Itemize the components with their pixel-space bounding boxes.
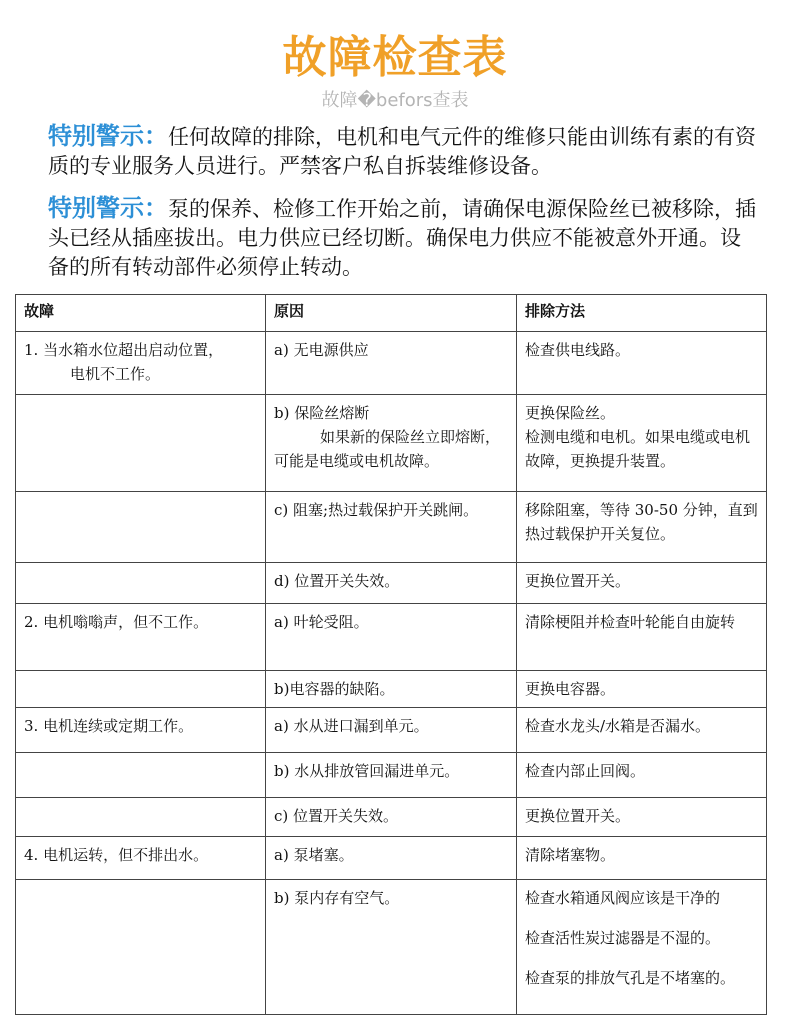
table-row [16,332,767,395]
header-cause: 原因 [266,295,517,332]
fault-cell-empty [16,671,266,708]
fault-text: 1. 当水箱水位超出启动位置， [24,341,224,359]
cause-cell: a) 泵堵塞。 [266,837,517,880]
fault-cell: 4. 电机运转，但不排出水。 [16,837,266,880]
cause-cell: b) 水从排放管回漏进单元。 [266,753,517,798]
solution-cell: 检查供电线路。 [517,332,767,395]
solution-cell: 清除梗阻并检查叶轮能自由旋转 [517,604,767,671]
fault-cell-empty [16,753,266,798]
solution-text: 检查活性炭过滤器是不湿的。 [525,929,721,947]
solution-cell: 更换电容器。 [517,671,767,708]
fault-cell-empty [16,563,266,604]
fault-text: 电机不工作。 [70,365,161,383]
solution-text: 检查水箱通风阀应该是干净的 [525,889,721,907]
cause-cell: a) 水从进口漏到单元。 [266,708,517,753]
table-row [16,880,767,1015]
solution-text: 更换保险丝。 [525,404,616,422]
table-row [16,798,767,837]
fault-cell: 2. 电机嗡嗡声，但不工作。 [16,604,266,671]
table-row [16,837,767,880]
warning-text: 任何故障的排除，电机和电气元件的维修只能由训练有素的有资质的专业服务人员进行。严禁客户私自拆装维修设备。 [48,125,756,178]
solution-cell: 更换位置开关。 [517,798,767,837]
solution-cell: 检查内部止回阀。 [517,753,767,798]
solution-text: 检查泵的排放气孔是不堵塞的。 [525,969,736,987]
table-header-row [16,295,767,332]
cause-cell: c) 位置开关失效。 [266,798,517,837]
fault-cell [16,332,266,395]
fault-cell: 3. 电机连续或定期工作。 [16,708,266,753]
solution-cell: 移除阻塞，等待 30-50 分钟，直到热过载保护开关复位。 [517,492,767,563]
page-subtitle: 故障�befors查表 [321,90,469,111]
header-fault: 故障 [16,295,266,332]
cause-cell [266,395,517,492]
fault-cell-empty [16,395,266,492]
fault-table [15,294,767,1015]
table-row [16,395,767,492]
solution-cell: 更换位置开关。 [517,563,767,604]
warning-block-2 [48,194,758,282]
table-row [16,563,767,604]
cause-cell: a) 叶轮受阻。 [266,604,517,671]
cause-text: 如果新的保险丝立即熔断，可能是电缆或电机故障。 [274,428,501,470]
cause-cell: c) 阻塞;热过载保护开关跳闸。 [266,492,517,563]
header-solution: 排除方法 [517,295,767,332]
solution-cell: 检查水龙头/水箱是否漏水。 [517,708,767,753]
page-title: 故障检查表 [282,32,508,83]
solution-text: 检测电缆和电机。如果电缆或电机故障，更换提升装置。 [525,428,751,470]
solution-cell [517,880,767,1015]
fault-cell-empty [16,798,266,837]
cause-text: b) 保险丝熔断 [274,404,370,422]
warning-text: 泵的保养、检修工作开始之前，请确保电源保险丝已被移除，插头已经从插座拔出。电力供应已经切断。确保电力供应不能被意外开通。设备的所有转动部件必须停止转动。 [48,197,756,279]
cause-cell: d) 位置开关失效。 [266,563,517,604]
solution-cell [517,395,767,492]
fault-cell-empty [16,492,266,563]
warning-label: 特别警示： [48,194,168,222]
table-row [16,604,767,671]
fault-cell-empty [16,880,266,1015]
table-row [16,708,767,753]
table-row [16,492,767,563]
cause-cell: b)电容器的缺陷。 [266,671,517,708]
cause-cell: b) 泵内存有空气。 [266,880,517,1015]
solution-cell: 清除堵塞物。 [517,837,767,880]
table-row [16,671,767,708]
cause-cell: a) 无电源供应 [266,332,517,395]
warning-block-1 [48,122,758,181]
warning-label: 特别警示： [48,122,168,150]
table-row [16,753,767,798]
